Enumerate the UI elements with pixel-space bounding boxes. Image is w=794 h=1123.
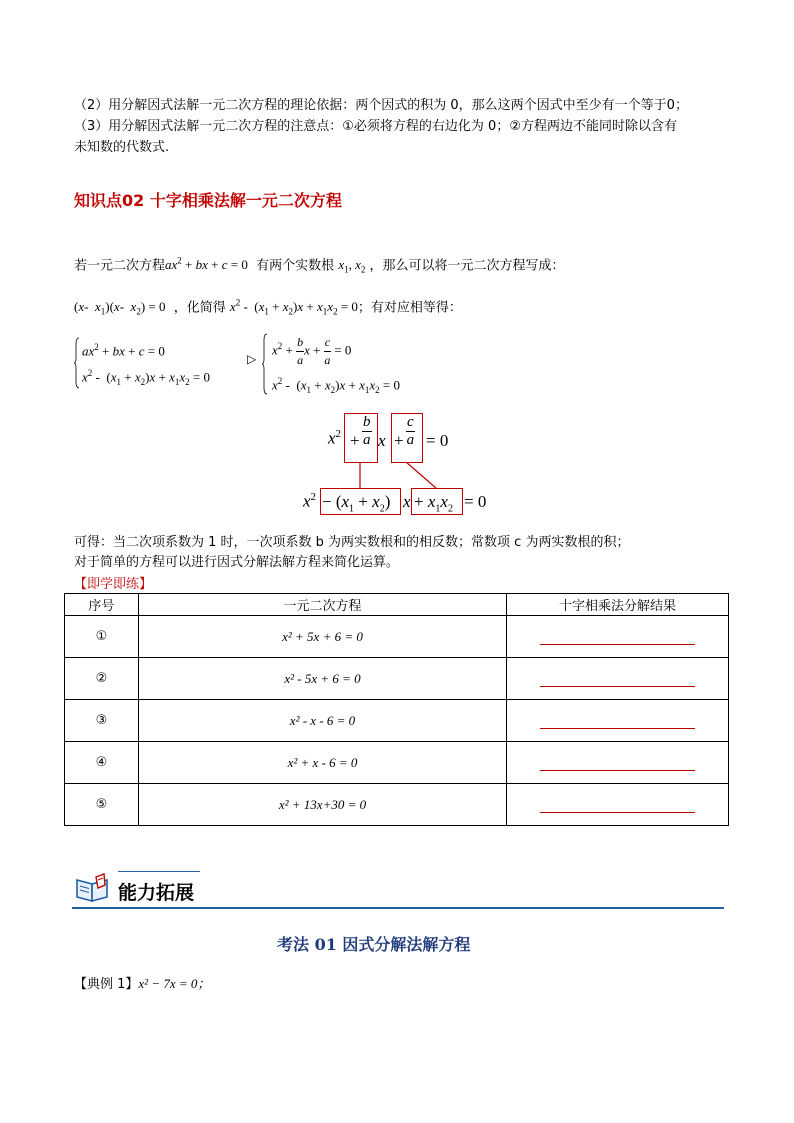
answer-blank[interactable] [540,666,695,687]
row-equation: x² + 13x+30 = 0 [138,784,506,826]
section-rule-top [118,871,200,872]
table-row [65,742,729,784]
result-line-1: 可得：当二次项系数为 1 时，一次项系数 b 为两实数根和的相反数；常数项 c 为两实数根的积； [74,535,630,550]
table-row [65,616,729,658]
row-number: ② [65,658,139,700]
knowledge-point-heading: 知识点02 十字相乘法解一元二次方程 [74,191,342,210]
example-1 [74,975,210,994]
intro-line-3: （3）用分解因式法解一元二次方程的注意点：①必须将方程的右边化为 0；②方程两边不能同时除以含有 [74,119,677,134]
answer-blank[interactable] [540,708,695,729]
row-number: ① [65,616,139,658]
row-equation: x² - x - 6 = 0 [138,700,506,742]
header-equation: 一元二次方程 [138,594,506,616]
knowledge-para-2: (x- $x_1)(x-$ $x_2) = 0$ ，化简得 $x^2 - (x_1 + x_2)x + x_1x_2 = 0$；有对应相等得： [74,298,462,317]
book-icon [74,872,112,904]
row-number: ⑤ [65,784,139,826]
para2-mid: ，化简得 [173,300,226,316]
row-equation: x² + 5x + 6 = 0 [138,616,506,658]
table-row [65,784,729,826]
answer-blank[interactable] [540,624,695,645]
header-result: 十字相乘法分解结果 [507,594,729,616]
example-equation: x² − 7x = 0； [138,976,211,991]
para1-prefix: 若一元二次方程 [74,258,166,274]
table-row [65,658,729,700]
coefficient-comparison-diagram: $x^2$ + $\frac{b}{a}$ x + $\frac{c}{a}$ = 0 $x^2$ − $(x_1 + x_2)$ x + $x_1x_2$ = 0 [303,414,487,515]
example-label: 【典例 1】 [74,977,139,992]
row-equation: x² + x - 6 = 0 [138,742,506,784]
result-line-2: 对于简单的方程可以进行因式分解法解方程来简化运算。 [74,555,400,570]
para1-mid: 有两个实数根 [256,258,335,274]
answer-blank[interactable] [540,750,695,771]
knowledge-para-1: 若一元二次方程$ax^2$ + bx + c = 0 有两个实数根 $x_1$, $x_2$ ，那么可以将一元二次方程写成： [74,256,565,275]
answer-cell [507,742,729,784]
section-divider [72,907,724,909]
para1-suffix: ，那么可以将一元二次方程写成： [369,258,565,274]
practice-label: 【即学即练】 [74,577,153,592]
para2-suffix: ；有对应相等得： [357,300,462,316]
implies-icon: ▷ [247,352,257,366]
intro-line-2: （2）用分解因式法解一元二次方程的理论依据：两个因式的积为 0，那么这两个因式中至少有一个等于0； [74,98,688,113]
equation-system-right: $x^2$ + $\frac{b}{a}$ x + $\frac{c}{a}$ = 0 $x^2 - (x_1 + x_2)x + x_1x_2 = 0$ [262,332,462,396]
ability-section-title: 能力拓展 [118,882,195,904]
method-title: 考法 01 因式分解法解方程 [277,935,471,954]
answer-cell [507,616,729,658]
table-header-row [65,594,729,616]
row-number: ④ [65,742,139,784]
answer-cell [507,784,729,826]
row-number: ③ [65,700,139,742]
practice-table [64,593,729,826]
equation-system-left: $ax^2$ + bx + c = 0 $x^2 - (x_1 + x_2)x + x_1x_2 = 0$ [74,336,249,390]
answer-cell [507,658,729,700]
answer-blank[interactable] [540,792,695,813]
table-row [65,700,729,742]
row-equation: x² - 5x + 6 = 0 [138,658,506,700]
header-number: 序号 [65,594,139,616]
answer-cell [507,700,729,742]
intro-line-3-cont: 未知数的代数式. [74,140,170,155]
